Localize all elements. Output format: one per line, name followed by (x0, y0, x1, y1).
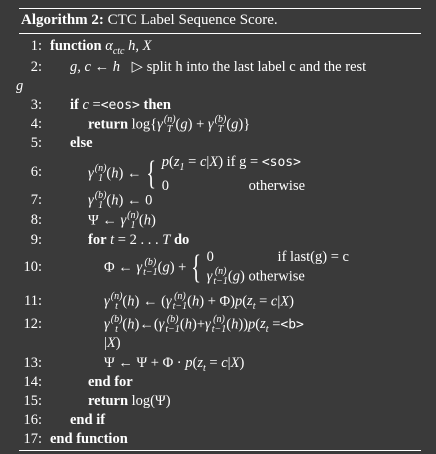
keyword-function: function (50, 38, 102, 54)
line-number: 9: (30, 232, 42, 248)
line-number: 10: (23, 259, 42, 275)
if-g-text: if g = (226, 154, 259, 170)
line-number: 4: (30, 116, 42, 132)
eos-token: <eos> (100, 98, 140, 113)
algo-line-2: 2: g, c ← h ▷ split h into the last label c and the rest (30, 59, 367, 75)
algo-line-9: 9: for t = 2 . . . T do (30, 232, 190, 248)
algo-line-14: 14: end for (23, 374, 133, 390)
line-number: 2: (30, 59, 42, 75)
bottom-rule (19, 450, 421, 451)
top-rule (19, 8, 421, 9)
line-number: 1: (30, 38, 42, 54)
algo-line-1: 1: function $\alpha_{ctc}$ h, X (30, 38, 152, 57)
algo-line-8: 8: Ψ ← γ(n) 1 (h) (30, 210, 156, 231)
line-number: 6: (30, 164, 42, 180)
algorithm-caption (21, 12, 278, 29)
line-number: 16: (23, 412, 42, 428)
line-number: 8: (30, 212, 42, 228)
otherwise-text: otherwise (248, 268, 305, 285)
algorithm-label: Algorithm 2: (21, 12, 104, 28)
algo-line-2-wrap (0, 77, 436, 95)
otherwise-text: otherwise (248, 177, 306, 194)
line-number: 14: (23, 374, 42, 390)
algo-line-16: 16: end if (23, 412, 106, 428)
algo-line-17: 17: end function (23, 431, 128, 447)
algo-line-5: 5: else (30, 135, 93, 151)
algo-line-15: 15: return log(Ψ) (23, 393, 171, 409)
algo-line-12-wrap: |X) (104, 335, 121, 351)
blank-token: <b> (280, 317, 304, 333)
wrapped-variable: g (16, 78, 24, 94)
if-last-text: if last(g) = c (277, 249, 349, 265)
line-number: 3: (30, 97, 42, 113)
algo-line-12: 12: γ(b) t (h)←(γ (b) t−1(h)+γ (n) $t-1(h))p(z_t =<b>$ (23, 314, 304, 336)
algo-line-6: 6: γ(n) 1 (h) ← { $p(z_1 = c|X)$ if g = <sos> 0 otherwise (30, 154, 306, 194)
line-number: 13: (23, 355, 42, 371)
line-number: 17: (23, 431, 42, 447)
line-number: 7: (30, 192, 42, 208)
line-number: 15: (23, 393, 42, 409)
sos-token: <sos> (261, 155, 301, 170)
comment-text: split h into the last label c and the rest (146, 59, 367, 75)
algo-line-13: 13: Ψ ← $\Psi + \Phi \cdot p(z_t = c|X)$ (23, 355, 245, 374)
caption-rule (19, 33, 421, 34)
algo-line-3: 3: if c =<eos> then (30, 97, 171, 113)
algo-line-7: 7: γ(b) 1 (h) ← 0 (30, 190, 153, 211)
line-number: 5: (30, 135, 42, 151)
algo-line-10: 10: Φ ← γ (b) t−1(g) + {0 if last(g) = c γ (n) t−1(g) otherwise (23, 248, 349, 287)
algorithm-title: CTC Label Sequence Score. (107, 12, 278, 28)
line-number: 11: (24, 293, 42, 309)
algo-line-4: 4: return log{γ(n) T (g) + γ(b) T (g)} (30, 114, 251, 135)
algo-line-11: 11: γ(n) t (h) ← (γ (n) $t-1(h) + \Phi)p(z_t = c|X)$ (24, 291, 294, 313)
line-number: 12: (23, 316, 42, 332)
